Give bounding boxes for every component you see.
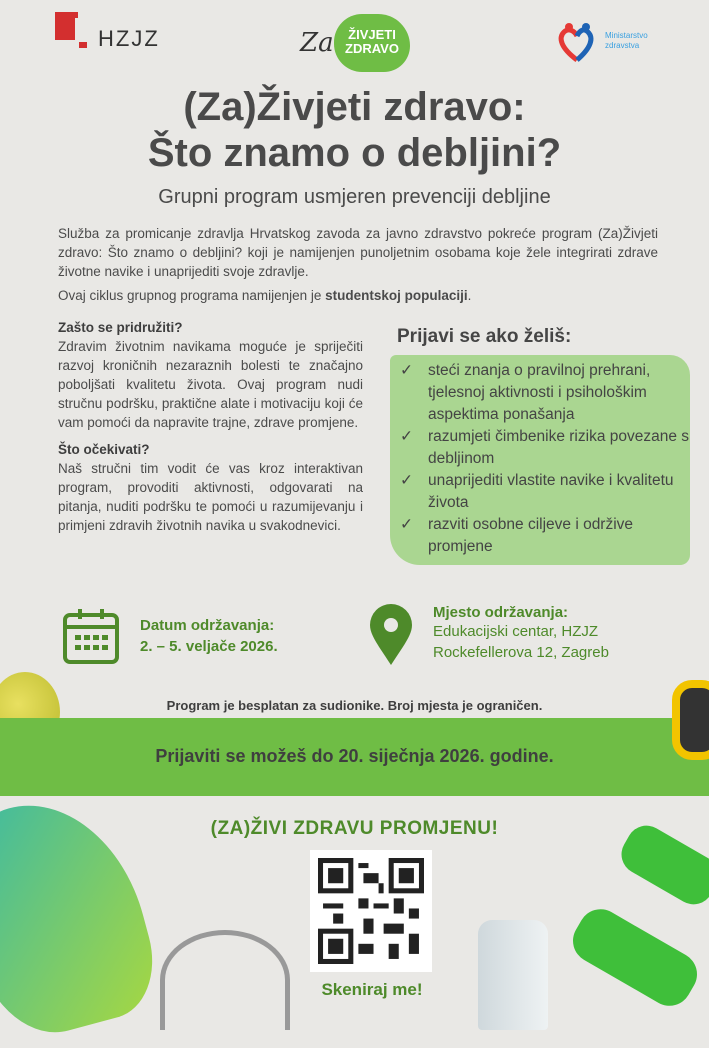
fitness-band-image: [672, 680, 709, 760]
date-block: [140, 617, 278, 655]
intro-text: Služba za promicanje zdravlja Hrvatskog zavoda za javno zdravstvo pokreće program (Za)Živjeti zdravo: Što znamo o debljini? koji je namijenjen punoljetnim osobama koje žele integrirati zdrave životne navike i unaprijediti svoje zdravlje.: [58, 226, 658, 279]
list-item-text: razumjeti čimbenike rizika povezane s debljinom: [428, 428, 690, 467]
list-item-text: razviti osobne ciljeve i održive promjene: [428, 516, 634, 555]
place-label: Mjesto održavanja:: [433, 604, 569, 621]
place-line-2: Rockefellerova 12, Zagreb: [433, 644, 609, 661]
list-item: [397, 360, 697, 426]
title-line-2: Što znamo o debljini?: [147, 131, 562, 175]
check-icon: ✓: [400, 472, 413, 489]
calendar-icon: [62, 607, 120, 665]
title-line-1: (Za)Živjeti zdravo:: [183, 85, 526, 129]
date-value: 2. – 5. veljače 2026.: [140, 638, 278, 655]
scan-me-label: Skeniraj me!: [321, 980, 423, 999]
place-block: [433, 604, 609, 663]
date-label: Datum održavanja:: [140, 617, 275, 634]
water-bottle-image: [478, 920, 548, 1030]
left-column: [58, 318, 363, 543]
za-logo-text: Za: [300, 28, 334, 58]
apply-section: [397, 326, 697, 558]
list-item: [397, 426, 697, 470]
audience-prefix: Ovaj ciklus grupnog programa namijenjen je: [58, 288, 326, 303]
ministry-heart-icon: [556, 22, 598, 62]
apply-list: [397, 360, 697, 558]
check-icon: ✓: [400, 516, 413, 533]
qr-code-icon: [318, 858, 424, 964]
slogan: (ZA)ŽIVI ZDRAVU PROMJENU!: [210, 818, 499, 839]
deadline-text: Prijaviti se možeš do 20. siječnja 2026. godine.: [155, 746, 554, 766]
hzjz-logo-text: HZJZ: [98, 26, 160, 51]
hzjz-logo-icon: [55, 12, 91, 48]
free-note: Program je besplatan za sudionike. Broj mjesta je ograničen.: [166, 698, 543, 713]
audience-suffix: .: [467, 288, 472, 303]
list-item: [397, 514, 697, 558]
subtitle: Grupni program usmjeren prevenciji debljine: [158, 186, 551, 208]
expect-text: Naš stručni tim vodit će vas kroz interaktivan program, provoditi aktivnosti, odgovarati na pitanja, nuditi podršku te pomoći u razumijevanju i primjeni zdravih životnih navika u svakodnevici.: [58, 461, 363, 533]
why-heading: Zašto se pridružiti?: [58, 320, 183, 335]
check-icon: ✓: [400, 428, 413, 445]
location-pin-icon: [368, 603, 414, 667]
zivjeti-zdravo-logo: ŽIVJETI ZDRAVO: [334, 14, 410, 72]
place-line-1: Edukacijski centar, HZJZ: [433, 623, 599, 640]
ministry-logo-text: Ministarstvo zdravstva: [605, 31, 648, 50]
why-text: Zdravim životnim navikama moguće je spriječiti razvoj kroničnih nezaraznih bolesti te značajno poboljšati kvalitetu života. Ovaj program nudi stručnu podršku, praktične alate i motivaciju koji će vam pomoći da napravite trajne, zdrave promjene.: [58, 339, 363, 430]
check-icon: ✓: [400, 362, 413, 379]
stethoscope-image: [160, 930, 290, 1030]
apply-heading: Prijavi se ako želiš:: [397, 326, 572, 347]
list-item-text: steći znanja o pravilnoj prehrani, tjelesnoj aktivnosti i psihološkim aspektima ponašanja: [428, 362, 651, 423]
expect-heading: Što očekivati?: [58, 442, 150, 457]
list-item: [397, 470, 697, 514]
audience-text: [58, 288, 658, 303]
list-item-text: unaprijediti vlastite navike i kvalitetu života: [428, 472, 674, 511]
audience-bold: studentskoj populaciji: [325, 288, 468, 303]
page-title: [0, 84, 709, 176]
qr-code[interactable]: [310, 850, 432, 972]
